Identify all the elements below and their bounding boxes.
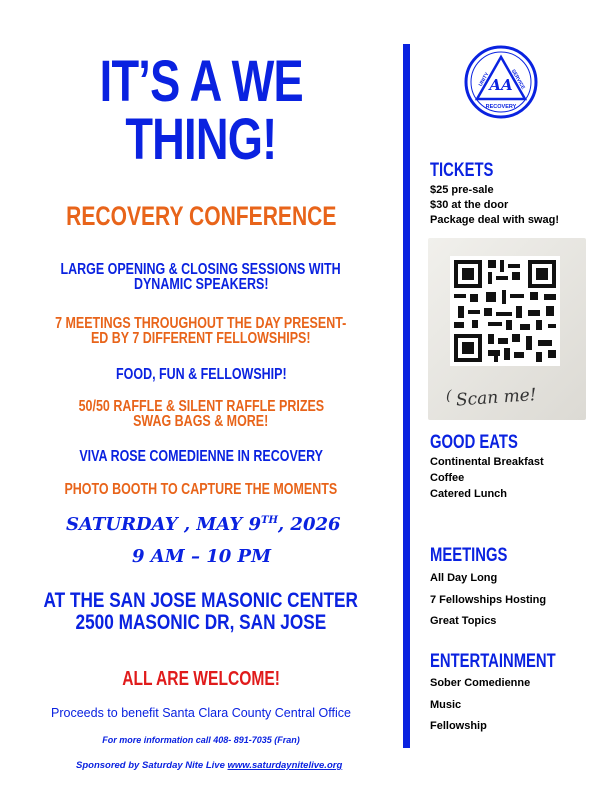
title-line-2: THING!: [125, 107, 277, 172]
tickets-line-2: $30 at the door: [430, 199, 509, 211]
svg-text:(: (: [446, 388, 452, 404]
proceeds-text: Proceeds to benefit Santa Clara County Central Office: [51, 706, 351, 720]
feature-meetings: 7 MEETINGS THROUGHOUT THE DAY PRESENT- ED BY 7 DIFFERENT FELLOWSHIPS!: [55, 315, 347, 347]
entertainment-line-2: Music: [430, 699, 462, 711]
logo-right-text: SERVICE: [509, 68, 526, 91]
event-date: SATURDAY , MAY 9TH, 2026: [66, 514, 341, 535]
meetings-line-1: All Day Long: [430, 572, 498, 584]
venue: AT THE SAN JOSE MASONIC CENTER 2500 MASONIC DR, SAN JOSE: [43, 589, 359, 634]
entertainment-heading: ENTERTAINMENT: [430, 651, 556, 672]
welcome-text: ALL ARE WELCOME!: [122, 668, 280, 690]
logo-center-text: AA: [489, 76, 513, 94]
title-line-1: IT’S A WE: [99, 49, 303, 114]
logo-bottom-text: RECOVERY: [485, 104, 517, 110]
qr-caption: Scan me!: [455, 385, 538, 411]
feature-raffle: 50/50 RAFFLE & SILENT RAFFLE PRIZES SWAG BAGS & MORE!: [78, 398, 324, 430]
info-text: For more information call 408- 891-7035 (Fran): [102, 735, 300, 745]
feature-food: FOOD, FUN & FELLOWSHIP!: [115, 366, 287, 383]
tickets-heading: TICKETS: [430, 160, 494, 181]
good-eats-heading: GOOD EATS: [430, 432, 518, 453]
good-eats-line-3: Catered Lunch: [430, 488, 508, 500]
good-eats-line-2: Coffee: [430, 472, 465, 484]
feature-sessions: LARGE OPENING & CLOSING SESSIONS WITH DYNAMIC SPEAKERS!: [60, 261, 342, 293]
meetings-heading: MEETINGS: [430, 545, 508, 566]
subtitle: RECOVERY CONFERENCE: [65, 201, 337, 231]
good-eats-line-1: Continental Breakfast: [430, 456, 544, 468]
feature-comedienne: VIVA ROSE COMEDIENNE IN RECOVERY: [79, 448, 323, 465]
tickets-line-3: Package deal with swag!: [430, 214, 559, 226]
qr-code-icon: [428, 238, 586, 420]
entertainment-line-1: Sober Comedienne: [430, 677, 531, 689]
aa-logo-icon: [456, 44, 546, 120]
meetings-line-3: Great Topics: [430, 615, 497, 627]
qr-code-image[interactable]: [428, 238, 586, 420]
feature-photo-booth: PHOTO BOOTH TO CAPTURE THE MOMENTS: [64, 481, 338, 498]
logo-left-text: UNITY: [477, 71, 491, 88]
event-time: 9 AM – 10 PM: [132, 546, 271, 567]
tickets-line-1: $25 pre-sale: [430, 184, 494, 196]
entertainment-line-3: Fellowship: [430, 720, 487, 732]
meetings-line-2: 7 Fellowships Hosting: [430, 594, 547, 606]
vertical-divider: [403, 44, 410, 748]
sponsor-text: Sponsored by Saturday Nite Live www.saturdaynitelive.org: [76, 760, 343, 771]
sponsor-link[interactable]: www.saturdaynitelive.org: [227, 760, 343, 771]
